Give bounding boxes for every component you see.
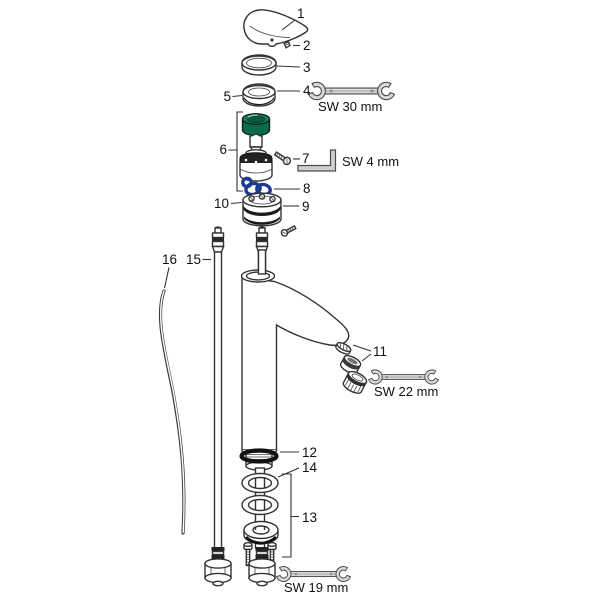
faucet-body	[242, 250, 349, 450]
part-label-11: 11	[373, 344, 388, 359]
tool-label-sw19: SW 19 mm	[284, 580, 349, 595]
part-label-4: 4	[303, 83, 311, 98]
leader-line	[277, 66, 300, 67]
part-label-14: 14	[302, 460, 318, 475]
part-15-hose-left	[212, 227, 224, 548]
part-label-15: 15	[185, 252, 201, 267]
part-label-13: 13	[302, 510, 318, 525]
part-9-10-base	[243, 193, 281, 226]
part-label-2: 2	[303, 38, 311, 53]
part-label-10: 10	[213, 196, 229, 211]
tool-label-sw30: SW 30 mm	[318, 99, 383, 114]
leader-line	[278, 468, 299, 477]
part-7-screw	[274, 151, 292, 166]
part-label-8: 8	[303, 181, 311, 196]
part-11-aerator	[335, 341, 369, 396]
part-label-1: 1	[297, 6, 305, 21]
leader-line	[231, 203, 242, 204]
hose-nut-left	[205, 547, 231, 586]
bracket-line	[229, 112, 244, 191]
part-label-5: 5	[223, 89, 231, 104]
part-16-rod	[160, 291, 184, 533]
part-label-6: 6	[219, 142, 227, 157]
part-label-7: 7	[302, 151, 310, 166]
loose-screw	[280, 224, 296, 237]
leader-line	[233, 96, 243, 97]
part-label-16: 16	[161, 252, 177, 267]
part-2-screw	[284, 42, 290, 48]
leader-line	[165, 268, 170, 289]
part-label-3: 3	[303, 60, 311, 75]
bracket-line	[282, 474, 299, 557]
part-label-9: 9	[302, 199, 310, 214]
part-label-12: 12	[302, 445, 318, 460]
part-3-sleeve	[242, 55, 276, 75]
part-13-flange	[244, 522, 278, 544]
part-6-cartridge	[240, 114, 272, 181]
tool-label-sw4: SW 4 mm	[342, 154, 400, 169]
part-4-5-rings	[243, 84, 275, 106]
tool-label-sw22: SW 22 mm	[374, 384, 439, 399]
